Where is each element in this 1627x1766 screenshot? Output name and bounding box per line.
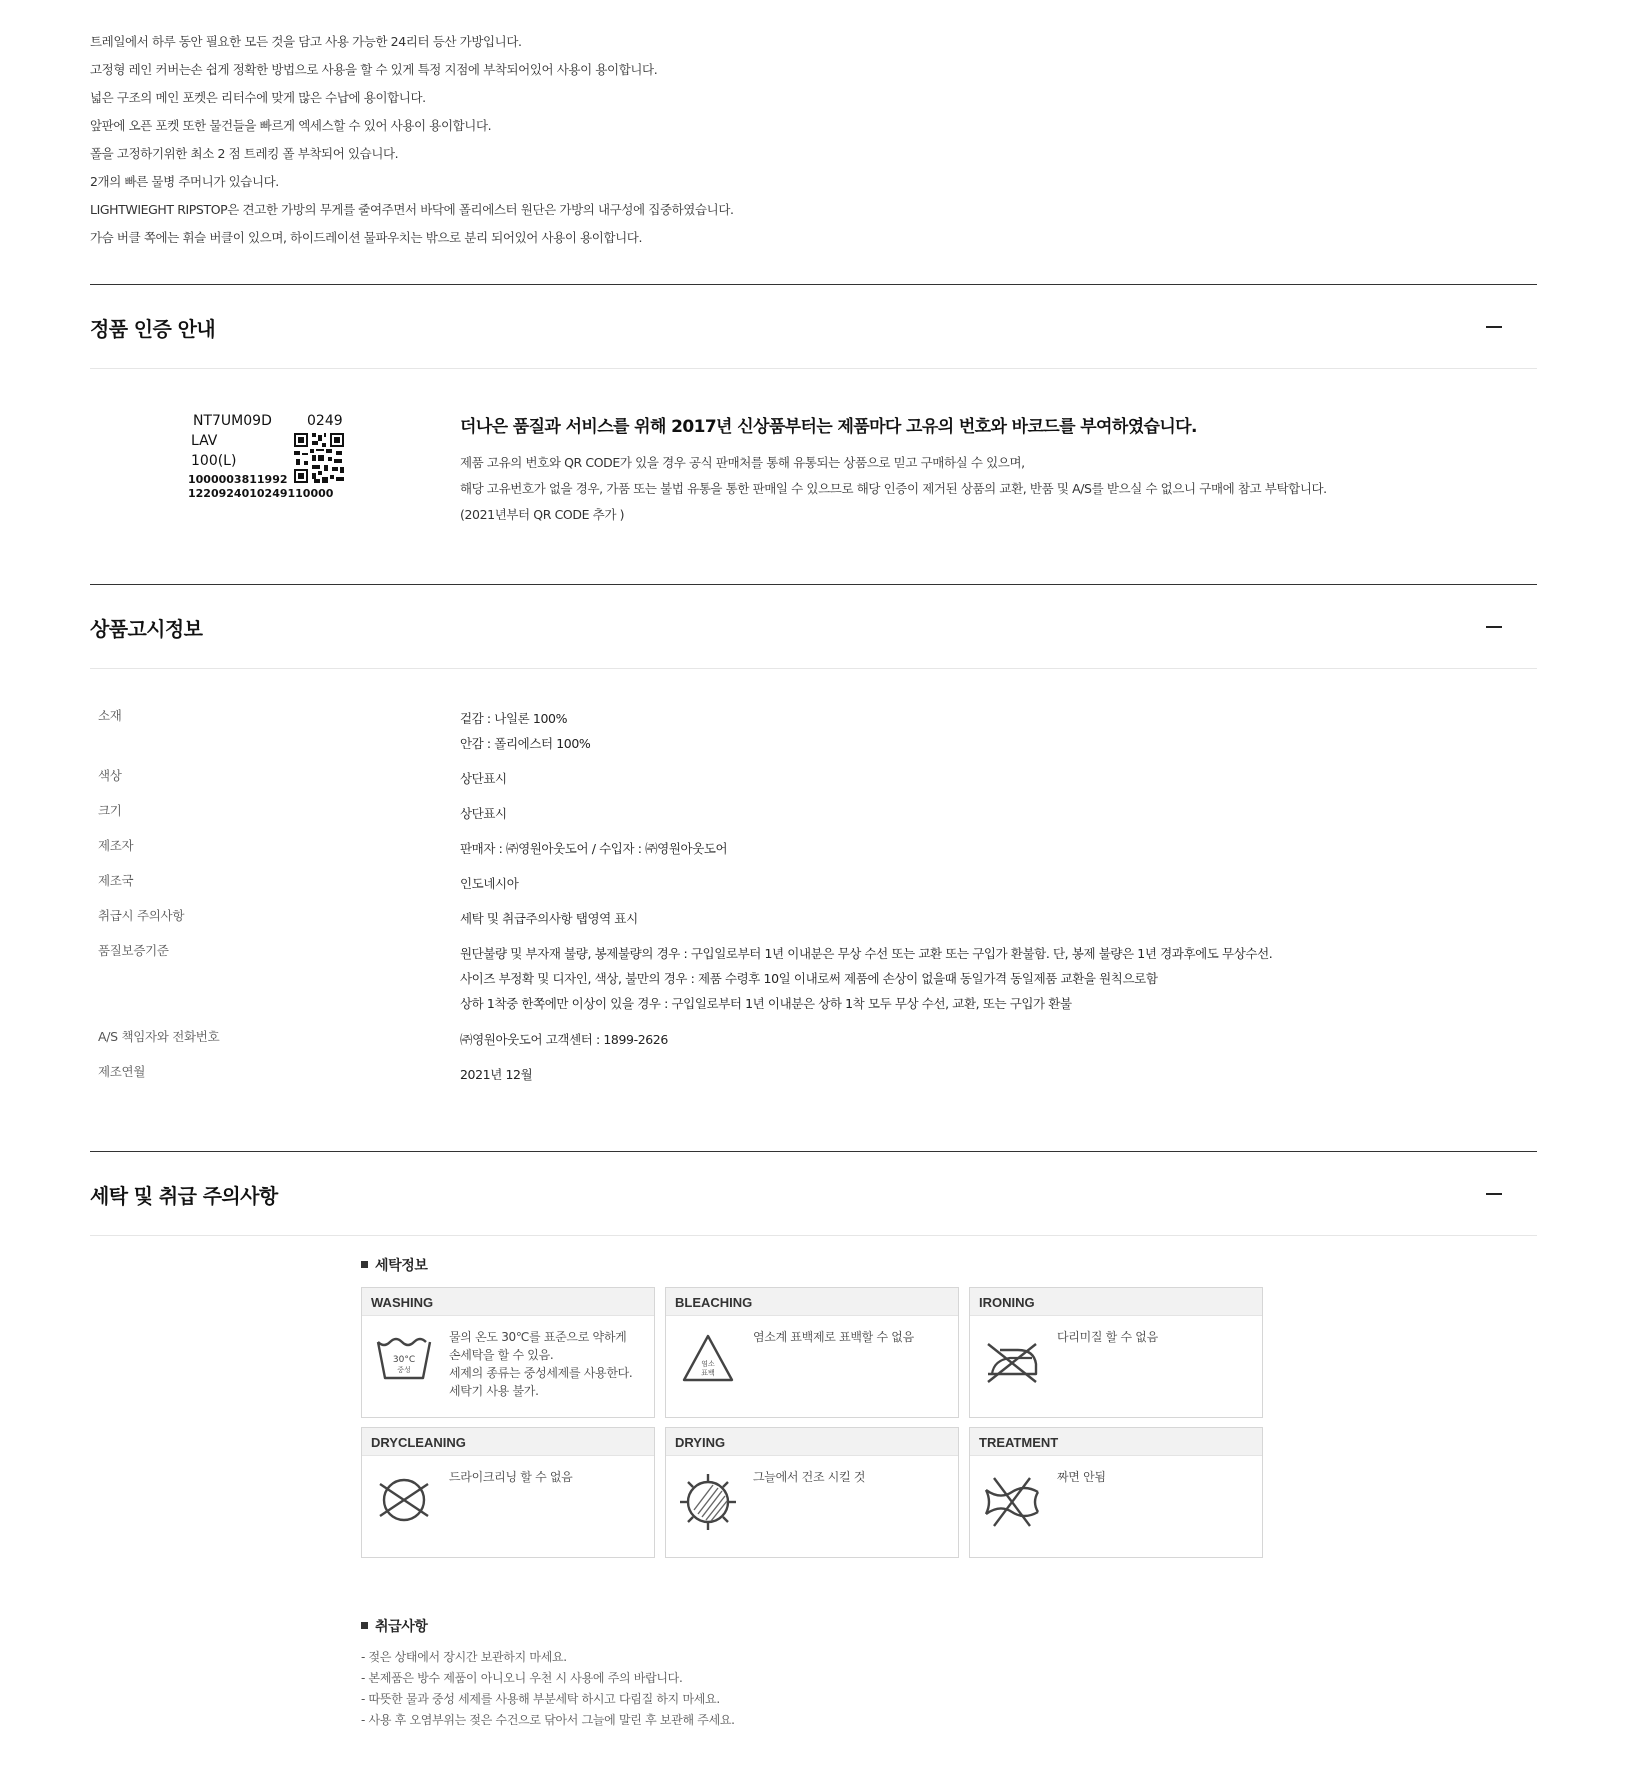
care-line: 물의 온도 30℃를 표준으로 약하게 — [449, 1330, 627, 1344]
care-line: 다리미질 할 수 없음 — [1057, 1330, 1158, 1344]
care-box-drying — [665, 1427, 959, 1558]
auth-headline: 더나은 품질과 서비스를 위해 2017년 신상품부터는 제품마다 고유의 번호와 바코드를 부여하였습니다. — [460, 417, 1197, 437]
notice-value: 겉감 : 나일론 100% — [460, 711, 568, 726]
care-box-drycleaning — [361, 1427, 655, 1558]
care-box-text — [449, 1328, 632, 1400]
notice-values — [460, 906, 638, 931]
notice-value: 2021년 12월 — [460, 1067, 533, 1082]
wash-tub-icon — [374, 1330, 434, 1390]
product-label-image — [188, 413, 358, 513]
description-line: 폴을 고정하기위한 최소 2 점 트레킹 폴 부착되어 있습니다. — [90, 146, 399, 161]
no-iron-icon — [982, 1330, 1042, 1390]
notice-values — [460, 706, 590, 756]
shade-dry-icon — [678, 1470, 738, 1530]
notice-label: 색상 — [98, 768, 122, 783]
notice-label: 제조연월 — [98, 1064, 146, 1079]
auth-line: (2021년부터 QR CODE 추가 ) — [460, 507, 625, 522]
care-box-title: BLEACHING — [666, 1288, 958, 1316]
qr-code-icon — [294, 433, 344, 483]
label-barcode-number: 1220924010249110000 — [188, 487, 334, 500]
care-box-title: DRYCLEANING — [362, 1428, 654, 1456]
notice-values — [460, 1062, 532, 1087]
auth-line: 제품 고유의 번호와 QR CODE가 있을 경우 공식 판매처를 통해 유통되는 상품으로 믿고 구매하실 수 있으며, — [460, 455, 1025, 470]
care-box-treatment — [969, 1427, 1263, 1558]
notice-value: 원단불량 및 부자재 불량, 봉제불량의 경우 : 구입일로부터 1년 이내분은 무상 수선 또는 교환 또는 구입가 환불함. 단, 봉제 불량은 1년 경과후에도 무상수선. — [460, 946, 1273, 961]
handling-item: - 본제품은 방수 제품이 아니오니 우천 시 사용에 주의 바랍니다. — [361, 1671, 683, 1685]
care-box-bleaching — [665, 1287, 959, 1418]
section-divider — [90, 1151, 1537, 1152]
notice-label: 크기 — [98, 803, 122, 818]
care-box-title: DRYING — [666, 1428, 958, 1456]
no-dryclean-icon — [374, 1470, 434, 1530]
care-box-title: IRONING — [970, 1288, 1262, 1316]
notice-label: 소재 — [98, 708, 122, 723]
handling-heading: 취급사항 — [361, 1616, 428, 1636]
care-box-title: WASHING — [362, 1288, 654, 1316]
bleach-text: 염소 — [701, 1360, 715, 1368]
care-box-text — [753, 1328, 914, 1346]
handling-item: - 젖은 상태에서 장시간 보관하지 마세요. — [361, 1650, 567, 1664]
handling-list — [361, 1647, 735, 1731]
auth-section-title: 정품 인증 안내 — [90, 317, 216, 341]
care-box-text — [449, 1468, 572, 1486]
care-collapse-toggle[interactable] — [1486, 1193, 1502, 1195]
bleach-triangle-icon — [678, 1330, 738, 1390]
description-line: 2개의 빠른 물병 주머니가 있습니다. — [90, 174, 279, 189]
care-line: 드라이크리닝 할 수 없음 — [449, 1470, 573, 1484]
care-line: 손세탁을 할 수 있음. — [449, 1348, 554, 1362]
notice-value: 안감 : 폴리에스터 100% — [460, 736, 591, 751]
notice-value: 세탁 및 취급주의사항 탭영역 표시 — [460, 911, 638, 926]
label-color: LAV — [191, 433, 218, 449]
care-line: 그늘에서 건조 시킬 것 — [753, 1470, 866, 1484]
care-box-washing — [361, 1287, 655, 1418]
auth-collapse-toggle[interactable] — [1486, 326, 1502, 328]
notice-label: 품질보증기준 — [98, 943, 169, 958]
notice-values — [460, 836, 727, 861]
notice-value: 판매자 : ㈜영원아웃도어 / 수입자 : ㈜영원아웃도어 — [460, 841, 728, 856]
section-subdivider — [90, 1235, 1537, 1236]
label-product-code: NT7UM09D — [193, 413, 272, 429]
care-line: 짜면 안됨 — [1057, 1470, 1106, 1484]
wash-temp-text: 30°C — [392, 1355, 416, 1365]
auth-line: 해당 고유번호가 없을 경우, 가품 또는 불법 유통을 통한 판매일 수 있으므로 해당 인증이 제거된 상품의 교환, 반품 및 A/S를 받으실 수 없으니 구매에 참고 부탁합니다. — [460, 481, 1327, 496]
notice-values — [460, 1027, 668, 1052]
notice-label: 제조국 — [98, 873, 134, 888]
handling-item: - 사용 후 오염부위는 젖은 수건으로 닦아서 그늘에 말린 후 보관해 주세요. — [361, 1713, 735, 1727]
wash-info-heading: 세탁정보 — [361, 1255, 428, 1275]
description-line: 고정형 레인 커버는손 쉽게 정확한 방법으로 사용을 할 수 있게 특정 지점에 부착되어있어 사용이 용이합니다. — [90, 62, 658, 77]
description-line: 넓은 구조의 메인 포켓은 리터수에 맞게 많은 수납에 용이합니다. — [90, 90, 426, 105]
care-line: 염소계 표백제로 표백할 수 없음 — [753, 1330, 914, 1344]
care-section-title: 세탁 및 취급 주의사항 — [90, 1184, 278, 1208]
notice-value: 사이즈 부정확 및 디자인, 색상, 불만의 경우 : 제품 수령후 10일 이내로써 제품에 손상이 없을때 동일가격 동일제품 교환을 원칙으로함 — [460, 971, 1158, 986]
notice-values — [460, 801, 507, 826]
care-box-ironing — [969, 1287, 1263, 1418]
bleach-text: 표백 — [701, 1369, 715, 1377]
product-description — [90, 28, 1540, 252]
notice-value: ㈜영원아웃도어 고객센터 : 1899-2626 — [460, 1032, 668, 1047]
notice-value: 상단표시 — [460, 806, 507, 821]
section-divider — [90, 584, 1537, 585]
notice-values — [460, 871, 518, 896]
care-box-text — [753, 1468, 865, 1486]
notice-value: 인도네시아 — [460, 876, 519, 891]
handling-item: - 따뜻한 물과 중성 세제를 사용해 부분세탁 하시고 다림질 하지 마세요. — [361, 1692, 720, 1706]
notice-values — [460, 766, 507, 791]
notice-collapse-toggle[interactable] — [1486, 626, 1502, 628]
section-divider — [90, 284, 1537, 285]
description-line: 앞판에 오픈 포켓 또한 물건들을 빠르게 엑세스할 수 있어 사용이 용이합니다. — [90, 118, 492, 133]
label-serial-number: 0249 — [307, 413, 343, 429]
description-line: LIGHTWIEGHT RIPSTOP은 견고한 가방의 무게를 줄여주면서 바닥에 폴리에스터 원단은 가방의 내구성에 집중하였습니다. — [90, 202, 734, 217]
care-line: 세제의 종류는 중성세제를 사용한다. — [449, 1366, 633, 1380]
notice-label: A/S 책임자와 전화번호 — [98, 1029, 220, 1044]
care-line: 세탁기 사용 불가. — [449, 1384, 539, 1398]
notice-value: 상단표시 — [460, 771, 507, 786]
label-size: 100(L) — [191, 453, 237, 469]
description-line: 트레일에서 하루 동안 필요한 모든 것을 담고 사용 가능한 24리터 등산 가방입니다. — [90, 34, 522, 49]
care-box-text — [1057, 1328, 1158, 1346]
care-box-title: TREATMENT — [970, 1428, 1262, 1456]
care-box-text — [1057, 1468, 1106, 1486]
label-barcode-number: 1000003811992 — [188, 473, 288, 486]
section-subdivider — [90, 668, 1537, 669]
description-line: 가슴 버클 쪽에는 휘슬 버클이 있으며, 하이드레이션 물파우치는 밖으로 분리 되어있어 사용이 용이합니다. — [90, 230, 643, 245]
notice-values — [460, 941, 1272, 1016]
auth-description — [460, 450, 1327, 528]
notice-section-title: 상품고시정보 — [90, 617, 203, 641]
notice-label: 제조자 — [98, 838, 134, 853]
wash-detergent-text: 중성 — [397, 1366, 411, 1374]
section-subdivider — [90, 368, 1537, 369]
no-wring-icon — [982, 1470, 1042, 1530]
notice-value: 상하 1착중 한쪽에만 이상이 있을 경우 : 구입일로부터 1년 이내분은 상하 1착 모두 무상 수선, 교환, 또는 구입가 환불 — [460, 996, 1072, 1011]
notice-label: 취급시 주의사항 — [98, 908, 185, 923]
